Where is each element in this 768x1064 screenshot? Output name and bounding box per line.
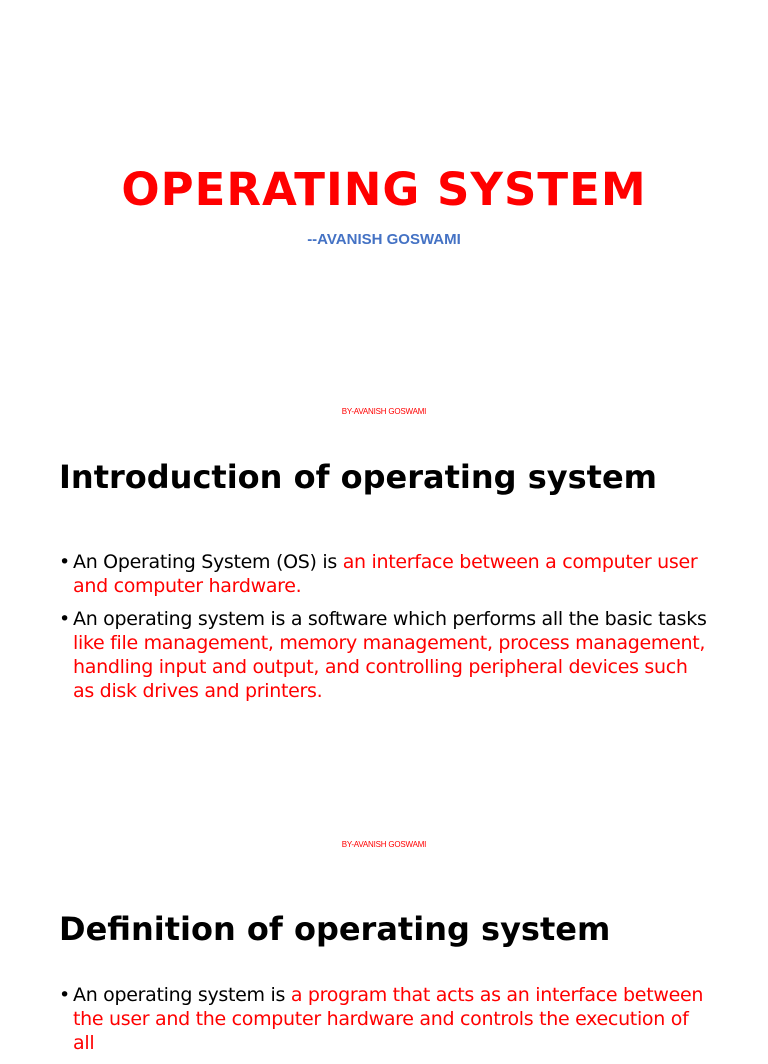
- bullet-item: [59, 983, 709, 1055]
- definition-slide: [0, 864, 768, 1054]
- slide-heading: Definition of operating system: [59, 910, 611, 948]
- main-title: OPERATING SYSTEM: [121, 163, 647, 216]
- bullet-list: [59, 550, 709, 712]
- bullet-icon: •: [59, 984, 70, 1006]
- slide-footer: BY-AVANISH GOSWAMI: [341, 407, 427, 416]
- bullet-highlight: an interface between a computer user and computer hardware.: [73, 551, 698, 597]
- introduction-slide: [0, 432, 768, 864]
- bullet-icon: •: [59, 551, 70, 573]
- bullet-highlight: a program that acts as an interface between the user and the computer hardware and controls the execution of all: [73, 984, 704, 1054]
- bullet-text: An Operating System (OS) is: [73, 551, 343, 573]
- bullet-icon: •: [59, 608, 70, 630]
- title-slide: [0, 0, 768, 432]
- bullet-item: [59, 607, 709, 703]
- slide-footer: BY-AVANISH GOSWAMI: [341, 840, 427, 849]
- bullet-item: [59, 550, 709, 598]
- bullet-highlight: like file management, memory management, process management, handling input and output, and controlling peripheral devices such as disk drives and printers.: [73, 632, 706, 702]
- bullet-list: [59, 983, 709, 1064]
- author-subtitle: --AVANISH GOSWAMI: [307, 231, 461, 248]
- bullet-text: An operating system is: [73, 984, 291, 1006]
- bullet-text: An operating system is a software which performs all the basic tasks: [73, 608, 707, 630]
- slide-heading: Introduction of operating system: [59, 458, 657, 496]
